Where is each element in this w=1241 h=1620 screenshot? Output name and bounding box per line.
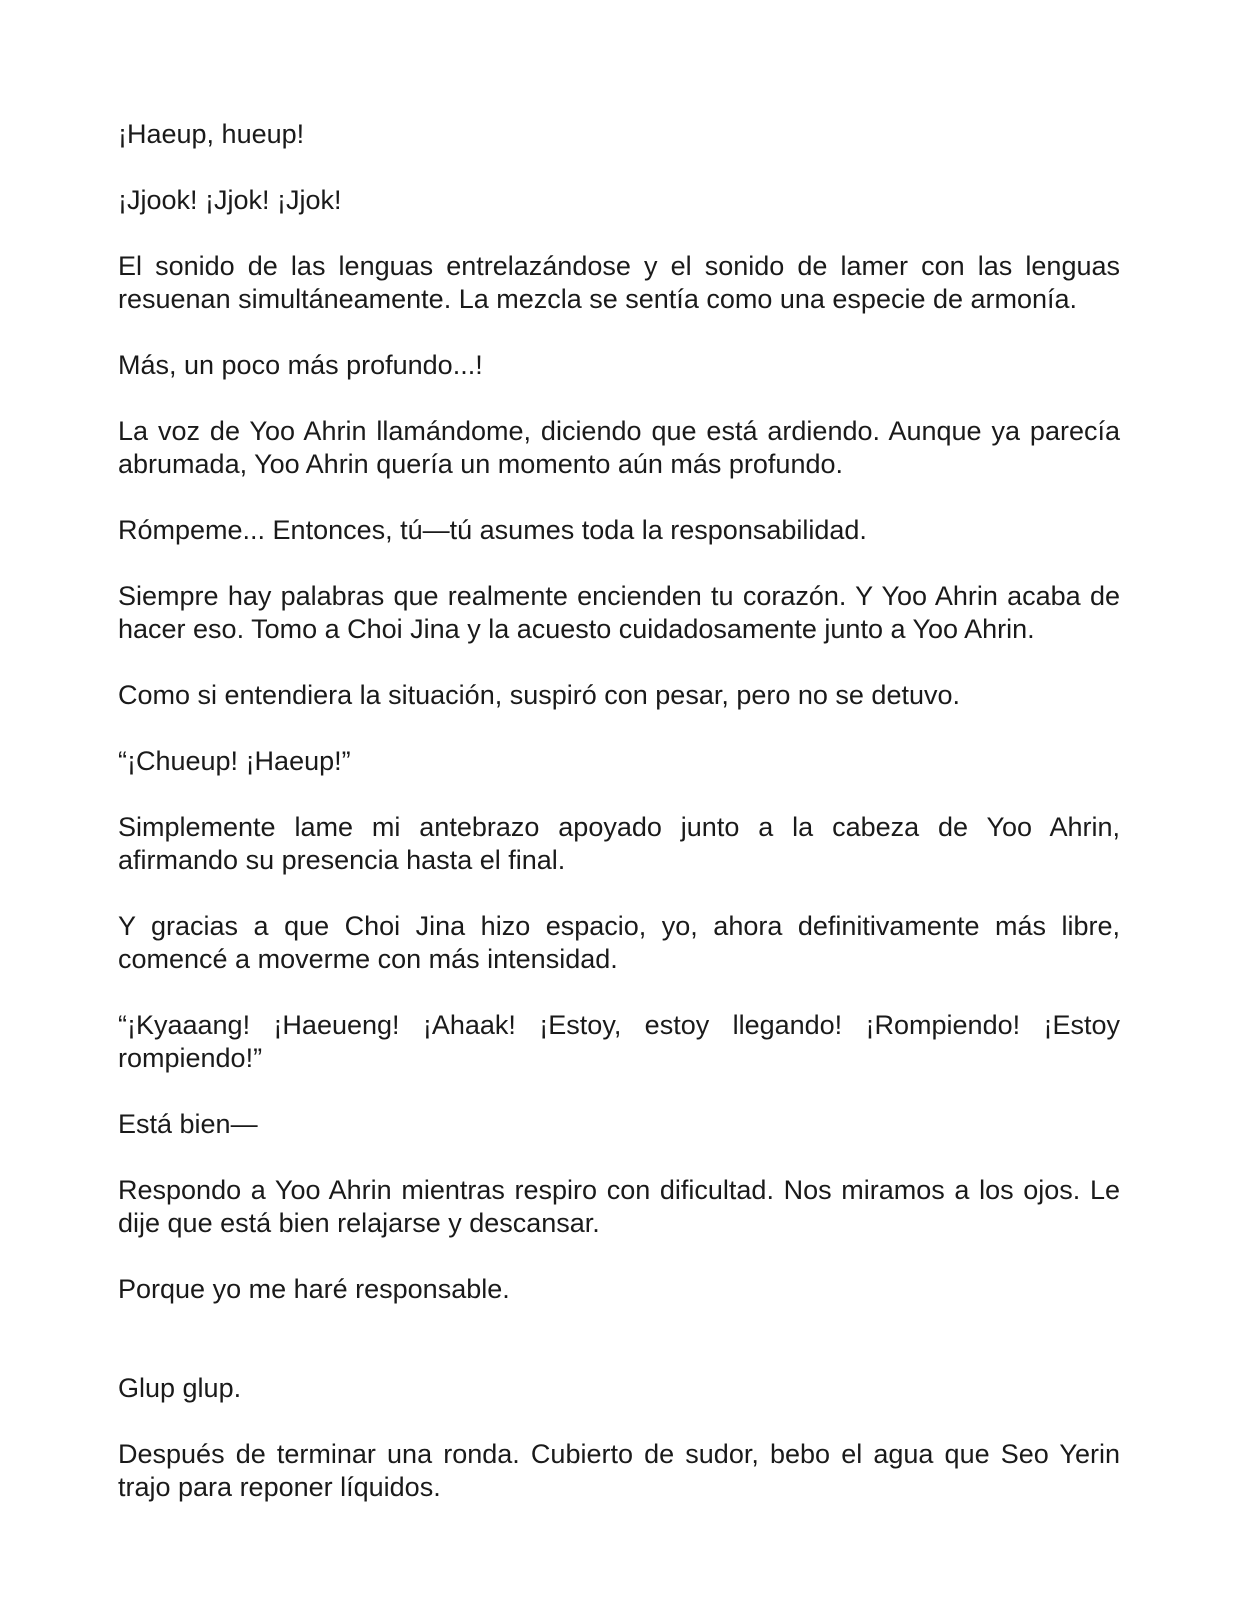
paragraph-11: Y gracias a que Choi Jina hizo espacio, yo, ahora definitivamente más libre, comencé a moverme con más intensidad.	[118, 911, 1120, 974]
paragraph-3: El sonido de las lenguas entrelazándose y el sonido de lamer con las lenguas resuenan simultáneamente. La mezcla se sentía como una especie de armonía.	[118, 251, 1120, 314]
paragraph-5: La voz de Yoo Ahrin llamándome, diciendo que está ardiendo. Aunque ya parecía abrumada, Yoo Ahrin quería un momento aún más profundo.	[118, 416, 1120, 479]
paragraph-6: Rómpeme... Entonces, tú—tú asumes toda la responsabilidad.	[118, 515, 867, 545]
paragraph-12: “¡Kyaaang! ¡Haeueng! ¡Ahaak! ¡Estoy, estoy llegando! ¡Rompiendo! ¡Estoy rompiendo!”	[118, 1010, 1120, 1073]
paragraph-1: ¡Haeup, hueup!	[118, 119, 305, 149]
paragraph-4: Más, un poco más profundo...!	[118, 350, 483, 380]
paragraph-16: Glup glup.	[118, 1373, 242, 1403]
paragraph-8: Como si entendiera la situación, suspiró con pesar, pero no se detuvo.	[118, 680, 960, 710]
paragraph-14: Respondo a Yoo Ahrin mientras respiro con dificultad. Nos miramos a los ojos. Le dije que está bien relajarse y descansar.	[118, 1175, 1120, 1238]
paragraph-15: Porque yo me haré responsable.	[118, 1274, 510, 1304]
paragraph-13: Está bien—	[118, 1109, 258, 1139]
paragraph-9: “¡Chueup! ¡Haeup!”	[118, 746, 351, 776]
paragraph-7: Siempre hay palabras que realmente encienden tu corazón. Y Yoo Ahrin acaba de hacer eso. Tomo a Choi Jina y la acuesto cuidadosamente junto a Yoo Ahrin.	[118, 581, 1120, 644]
document-body	[118, 118, 1120, 1537]
paragraph-2: ¡Jjook! ¡Jjok! ¡Jjok!	[118, 185, 342, 215]
paragraph-17: Después de terminar una ronda. Cubierto de sudor, bebo el agua que Seo Yerin trajo para reponer líquidos.	[118, 1439, 1120, 1502]
paragraph-10: Simplemente lame mi antebrazo apoyado junto a la cabeza de Yoo Ahrin, afirmando su presencia hasta el final.	[118, 812, 1120, 875]
